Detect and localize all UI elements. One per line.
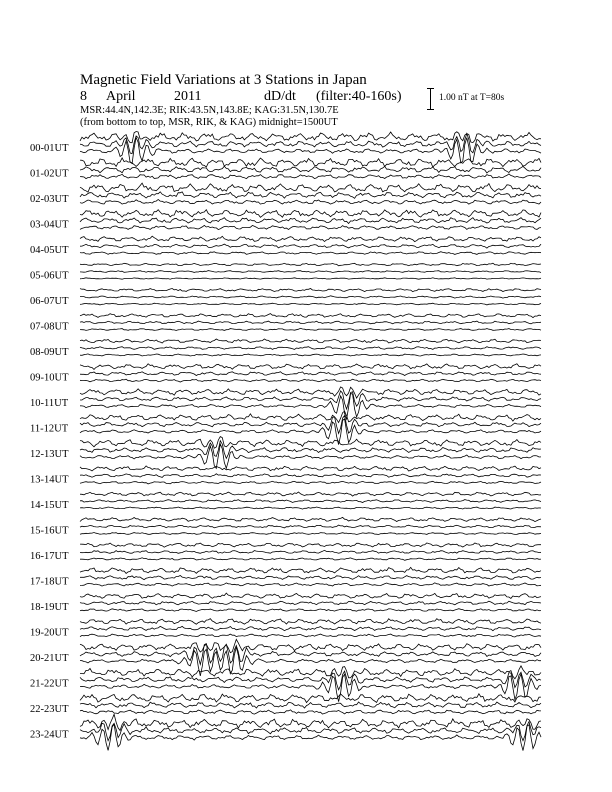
trace-kag — [80, 492, 541, 496]
hour-label: 09-10UT — [30, 372, 69, 384]
hour-row — [30, 289, 541, 308]
hour-row — [30, 236, 541, 256]
trace-rik — [80, 500, 541, 503]
hour-row — [30, 639, 541, 676]
hour-label: 18-19UT — [30, 602, 69, 613]
hour-label: 22-23UT — [30, 704, 69, 715]
hour-row — [30, 158, 541, 180]
hour-row — [30, 694, 541, 715]
stations-line: MSR:44.4N,142.3E; RIK:43.5N,143.8E; KAG:31.5N,130.7E — [80, 105, 339, 116]
trace-rik — [80, 347, 541, 350]
trace-msr — [80, 303, 541, 305]
trace-rik — [80, 626, 541, 630]
hour-row — [30, 666, 541, 702]
date-day: 8 — [80, 89, 87, 104]
trace-msr — [80, 724, 541, 751]
date-year: 2011 — [174, 89, 202, 104]
hour-label: 04-05UT — [30, 245, 69, 256]
trace-kag — [80, 639, 541, 652]
trace-rik — [80, 244, 541, 248]
trace-kag — [80, 183, 541, 192]
trace-msr — [80, 444, 541, 468]
trace-rik — [80, 702, 541, 708]
hour-row — [30, 593, 541, 613]
trace-rik — [80, 192, 541, 199]
trace-kag — [80, 387, 541, 398]
trace-kag — [80, 714, 541, 730]
trace-kag — [80, 567, 541, 573]
trace-kag — [80, 543, 541, 547]
trace-rik — [80, 296, 541, 298]
hour-row — [30, 714, 541, 750]
hour-label: 10-11UT — [30, 398, 69, 409]
hour-label: 23-24UT — [30, 729, 69, 741]
date-month: April — [106, 89, 136, 104]
trace-msr — [80, 252, 541, 255]
trace-rik — [80, 576, 541, 580]
trace-msr — [80, 481, 541, 484]
trace-kag — [80, 517, 541, 521]
trace-msr — [80, 710, 541, 714]
trace-kag — [80, 314, 541, 318]
trace-kag — [80, 263, 541, 266]
trace-rik — [80, 601, 541, 605]
hour-row — [30, 132, 541, 164]
hour-row — [30, 411, 541, 444]
hour-label: 21-22UT — [30, 678, 69, 690]
hour-label: 14-15UT — [30, 500, 69, 511]
trace-kag — [80, 437, 541, 449]
trace-kag — [80, 694, 541, 703]
hour-label: 12-13UT — [30, 449, 69, 460]
trace-kag — [80, 411, 541, 422]
filter-label: (filter:40-160s) — [316, 89, 402, 104]
hour-row — [30, 543, 541, 562]
trace-kag — [80, 289, 541, 292]
hour-label: 16-17UT — [30, 551, 69, 562]
hour-label: 17-18UT — [30, 576, 69, 588]
hour-row — [30, 492, 541, 511]
hour-row — [30, 210, 541, 231]
trace-msr — [80, 507, 541, 509]
trace-kag — [80, 132, 541, 143]
trace-msr — [80, 137, 541, 163]
trace-rik — [80, 271, 541, 273]
trace-rik — [80, 550, 541, 553]
trace-rik — [80, 474, 541, 478]
trace-msr — [80, 174, 541, 179]
trace-msr — [80, 200, 541, 205]
hour-row — [30, 263, 541, 281]
hour-label: 20-21UT — [30, 653, 69, 664]
hour-label: 19-20UT — [30, 627, 69, 639]
hour-label: 02-03UT — [30, 194, 69, 205]
hour-label: 08-09UT — [30, 347, 69, 358]
trace-kag — [80, 158, 541, 167]
hour-label: 05-06UT — [30, 270, 69, 282]
trace-kag — [80, 666, 541, 679]
quantity-label: dD/dt — [264, 89, 296, 104]
hour-row — [30, 567, 541, 587]
trace-msr — [80, 225, 541, 229]
hour-row — [30, 339, 541, 358]
hour-row — [30, 364, 541, 384]
trace-msr — [80, 634, 541, 637]
order-note: (from bottom to top, MSR, RIK, & KAG) midnight=1500UT — [80, 117, 338, 128]
hour-row — [30, 314, 541, 333]
trace-msr — [80, 379, 541, 382]
hour-row — [30, 387, 541, 419]
hour-label: 07-08UT — [30, 321, 69, 333]
hour-label: 15-16UT — [30, 525, 69, 537]
hour-row — [30, 437, 541, 469]
hour-label: 13-14UT — [30, 474, 69, 486]
hour-row — [30, 466, 541, 486]
trace-msr — [80, 278, 541, 279]
hour-row — [30, 619, 541, 639]
hour-label: 00-01UT — [30, 143, 69, 154]
trace-msr — [80, 609, 541, 612]
trace-msr — [80, 533, 541, 535]
trace-rik — [80, 372, 541, 376]
trace-kag — [80, 466, 541, 471]
trace-rik — [80, 321, 541, 324]
trace-msr — [80, 647, 541, 676]
trace-msr — [80, 583, 541, 586]
trace-rik — [80, 166, 541, 173]
hour-label: 01-02UT — [30, 168, 69, 180]
trace-msr — [80, 354, 541, 356]
trace-kag — [80, 210, 541, 218]
trace-kag — [80, 339, 541, 343]
hour-row — [30, 517, 541, 536]
trace-msr — [80, 393, 541, 419]
trace-rik — [80, 525, 541, 528]
trace-msr — [80, 558, 541, 561]
trace-rik — [80, 218, 541, 224]
trace-kag — [80, 619, 541, 625]
trace-kag — [80, 593, 541, 598]
trace-msr — [80, 328, 541, 330]
trace-kag — [80, 236, 541, 241]
hour-row — [30, 183, 541, 205]
hour-label: 03-04UT — [30, 219, 69, 231]
hour-label: 11-12UT — [30, 423, 69, 435]
scale-label: 1.00 nT at T=80s — [439, 93, 505, 103]
hour-label: 06-07UT — [30, 296, 69, 307]
trace-kag — [80, 364, 541, 370]
chart-title: Magnetic Field Variations at 3 Stations in Japan — [80, 72, 367, 88]
